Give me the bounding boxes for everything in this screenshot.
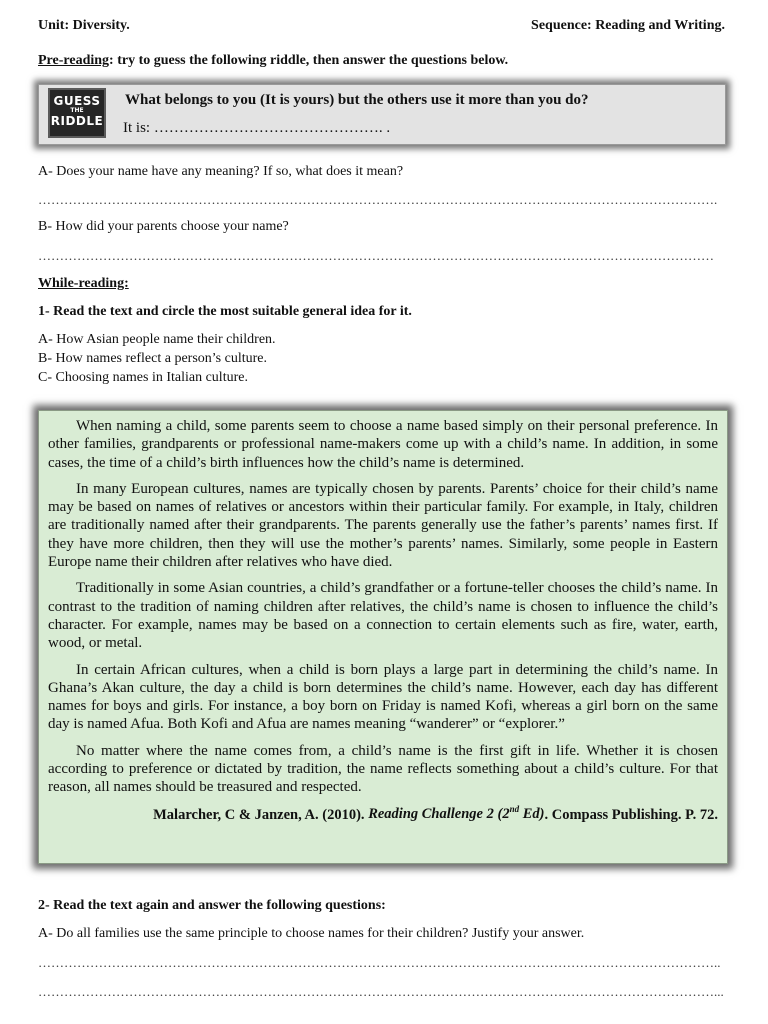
- logo-line-2: THE: [70, 107, 84, 114]
- pre-reading-instruction: [38, 52, 508, 69]
- citation-publisher: . Compass Publishing. P. 72.: [544, 806, 718, 823]
- logo-line-1: GUESS: [53, 94, 101, 108]
- option-a[interactable]: A- How Asian people name their children.: [38, 332, 276, 347]
- citation-sup: nd: [509, 804, 520, 815]
- task-2-instruction: 2- Read the text again and answer the following questions:: [38, 898, 386, 913]
- pre-reading-label: Pre-reading: [38, 53, 110, 68]
- option-b[interactable]: B- How names reflect a person’s culture.: [38, 351, 267, 366]
- question-a-pre: A- Does your name have any meaning? If so, what does it mean?: [38, 164, 404, 179]
- citation-title: Reading Challenge 2 (2: [368, 806, 510, 823]
- reading-paragraph-3: Traditionally in some Asian countries, a child’s grandfather or a fortune-teller chooses the child’s name. In contrast to the tradition of naming children after relatives, the child’s name is chosen to influence the child’s character. For example, names may be based on a connection to certain elements such as fire, water, earth, wood, or metal.: [48, 580, 718, 652]
- task-2-answer-line-2[interactable]: …………………………………………………………………………………………………………………………………………...: [38, 984, 724, 999]
- task-1-instruction: 1- Read the text and circle the most suitable general idea for it.: [38, 304, 412, 319]
- pre-reading-text: : try to guess the following riddle, then answer the questions below.: [109, 53, 509, 68]
- riddle-answer-line[interactable]: It is: ………………………………………. .: [123, 120, 391, 136]
- reading-text-box: [38, 410, 728, 864]
- answer-line-a-pre[interactable]: ………………………………………………………………………………………………………………………………………….: [38, 192, 718, 207]
- reading-paragraph-5: No matter where the name comes from, a child’s name is the first gift in life. Whether it is chosen according to preference or dictated by tradition, the name reflects something about a child’s culture. For that reason, all names should be treasured and respected.: [48, 742, 718, 796]
- reading-paragraph-4: In certain African cultures, when a child is born plays a large part in determining the child’s name. In Ghana’s Akan culture, the day a child is born determines the child’s name. However, each day has different names for boys and girls. For instance, a boy born on Friday is named Kofi, whereas a girl born on the same day is named Afua. Both Kofi and Afua are names meaning “wanderer” or “explorer.”: [48, 661, 718, 733]
- option-c[interactable]: C- Choosing names in Italian culture.: [38, 370, 248, 385]
- reading-paragraph-2: In many European cultures, names are typically chosen by parents. Parents’ choice for their child’s name may be based on names of relatives or ancestors within their particular family. For example, in Italy, children are traditionally named after their grandparents. The parents generally use the father’s parents’ names first. If they have more children, then they will use the mother’s parents’ names. Similarly, some people in Eastern Europe name their children after relatives who have died.: [48, 480, 718, 571]
- task-2-answer-line-1[interactable]: …………………………………………………………………………………………………………………………………………..: [38, 955, 721, 970]
- answer-line-b-pre[interactable]: …………………………………………………………………………………………………………………………………………: [38, 248, 714, 263]
- logo-line-3: RIDDLE: [50, 114, 104, 128]
- task-2-question-a: A- Do all families use the same principle to choose names for their children? Justify your answer.: [38, 926, 585, 941]
- question-b-pre: B- How did your parents choose your name?: [38, 219, 289, 234]
- sequence-label: Sequence: Reading and Writing.: [531, 18, 725, 33]
- guess-the-riddle-logo: [48, 88, 106, 138]
- reading-paragraph-1: When naming a child, some parents seem to choose a name based simply on their personal preference. In other families, grandparents or professional name-makers come up with a child’s name. In addition, in some cases, the time of a child’s birth influences how the child’s name is determined.: [48, 418, 718, 471]
- while-reading-heading: While-reading:: [38, 276, 129, 291]
- riddle-box: [38, 84, 726, 145]
- citation-author: Malarcher, C & Janzen, A. (2010).: [153, 806, 369, 823]
- citation-title-end: Ed): [519, 806, 545, 823]
- riddle-question: What belongs to you (It is yours) but the others use it more than you do?: [125, 92, 589, 108]
- unit-label: Unit: Diversity.: [38, 18, 130, 33]
- citation: [48, 805, 718, 824]
